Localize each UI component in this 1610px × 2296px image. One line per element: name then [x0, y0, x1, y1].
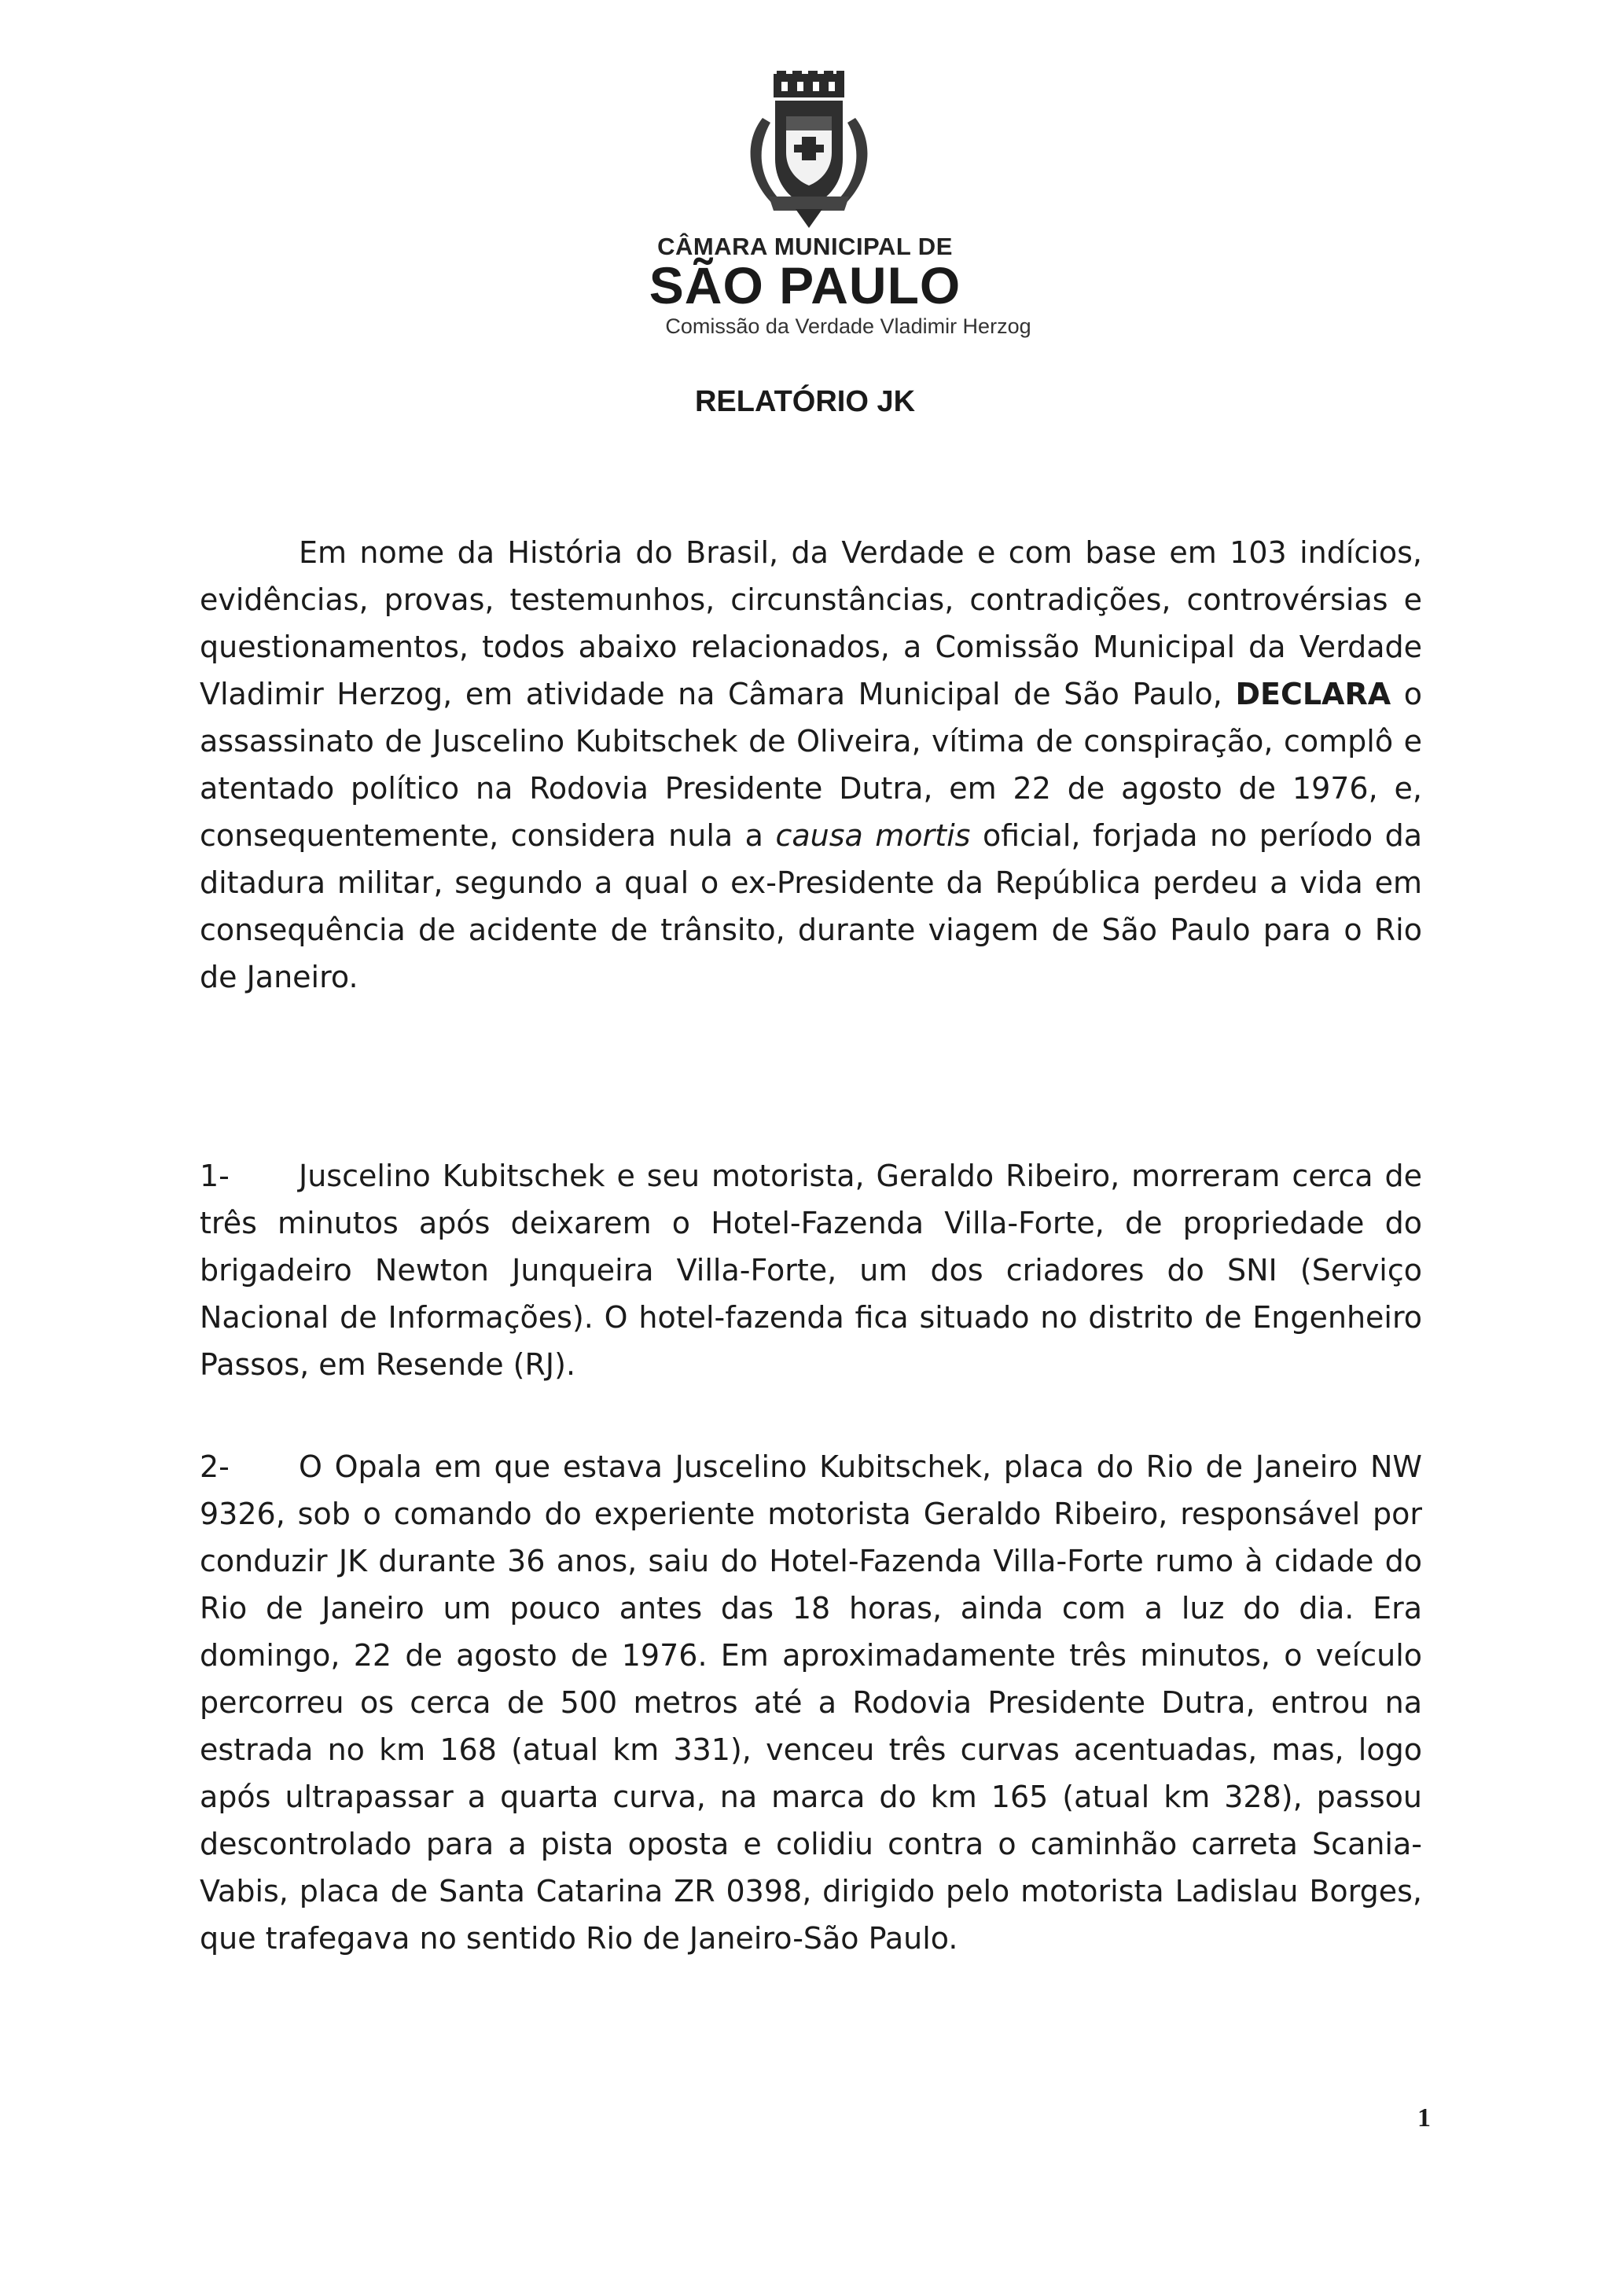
intro-paragraph	[200, 529, 1422, 1001]
institution-name-line1: CÂMARA MUNICIPAL DE	[657, 233, 953, 260]
sao-paulo-coat-of-arms-icon	[739, 71, 879, 232]
item-number: 1-	[200, 1159, 230, 1193]
intro-text-end: oficial, forjada no período da ditadura militar, segundo a qual o ex-Presidente da República perdeu a vida em consequência de acidente de trânsito, durante viagem de São Paulo para o Rio de Janeiro.	[200, 818, 1422, 994]
institution-name-line2: SÃO PAULO	[649, 256, 961, 314]
item-text: O Opala em que estava Juscelino Kubitschek, placa do Rio de Janeiro NW 9326, sob o comando do experiente motorista Geraldo Ribeiro, responsável por conduzir JK durante 36 anos, saiu do Hotel-Fazenda Villa-Forte rumo à cidade do Rio de Janeiro um pouco antes das 18 horas, ainda com a luz do dia. Era domingo, 22 de agosto de 1976. Em aproximadamente três minutos, o veículo percorreu os cerca de 500 metros até a Rodovia Presidente Dutra, entrou na estrada no km 168 (atual km 331), venceu três curvas acentuadas, mas, logo após ultrapassar a quarta curva, na marca do km 165 (atual km 328), passou descontrolado para a pista oposta e colidiu contra o caminhão carreta Scania-Vabis, placa de Santa Catarina ZR 0398, dirigido pelo motorista Ladislau Borges, que trafegava no sentido Rio de Janeiro-São Paulo.	[200, 1449, 1422, 1956]
item-number: 2-	[200, 1449, 230, 1484]
intro-text-middle: o assassinato de Juscelino Kubitschek de Oliveira, vítima de conspiração, complô e atentado político na Rodovia Presidente Dutra, em 22 de agosto de 1976, e, consequentemente, considera nula a	[200, 677, 1422, 853]
item-text: Juscelino Kubitschek e seu motorista, Geraldo Ribeiro, morreram cerca de três minutos após deixarem o Hotel-Fazenda Villa-Forte, de propriedade do brigadeiro Newton Junqueira Villa-Forte, um dos criadores do SNI (Serviço Nacional de Informações). O hotel-fazenda fica situado no distrito de Engenheiro Passos, em Resende (RJ).	[200, 1159, 1422, 1382]
causa-mortis-term: causa mortis	[775, 818, 971, 853]
intro-text-start: Em nome da História do Brasil, da Verdade e com base em 103 indícios, evidências, provas, testemunhos, circunstâncias, contradições, controvérsias e questionamentos, todos abaixo relacionados, a Comissão Municipal da Verdade Vladimir Herzog, em atividade na Câmara Municipal de São Paulo,	[200, 535, 1422, 711]
commission-name: Comissão da Verdade Vladimir Herzog	[665, 314, 1031, 338]
document-title: RELATÓRIO JK	[694, 385, 916, 418]
numbered-item	[200, 1152, 1422, 1388]
page-number: 1	[1417, 2103, 1431, 2133]
declaration-keyword: DECLARA	[1235, 677, 1391, 711]
numbered-item	[200, 1443, 1422, 1962]
